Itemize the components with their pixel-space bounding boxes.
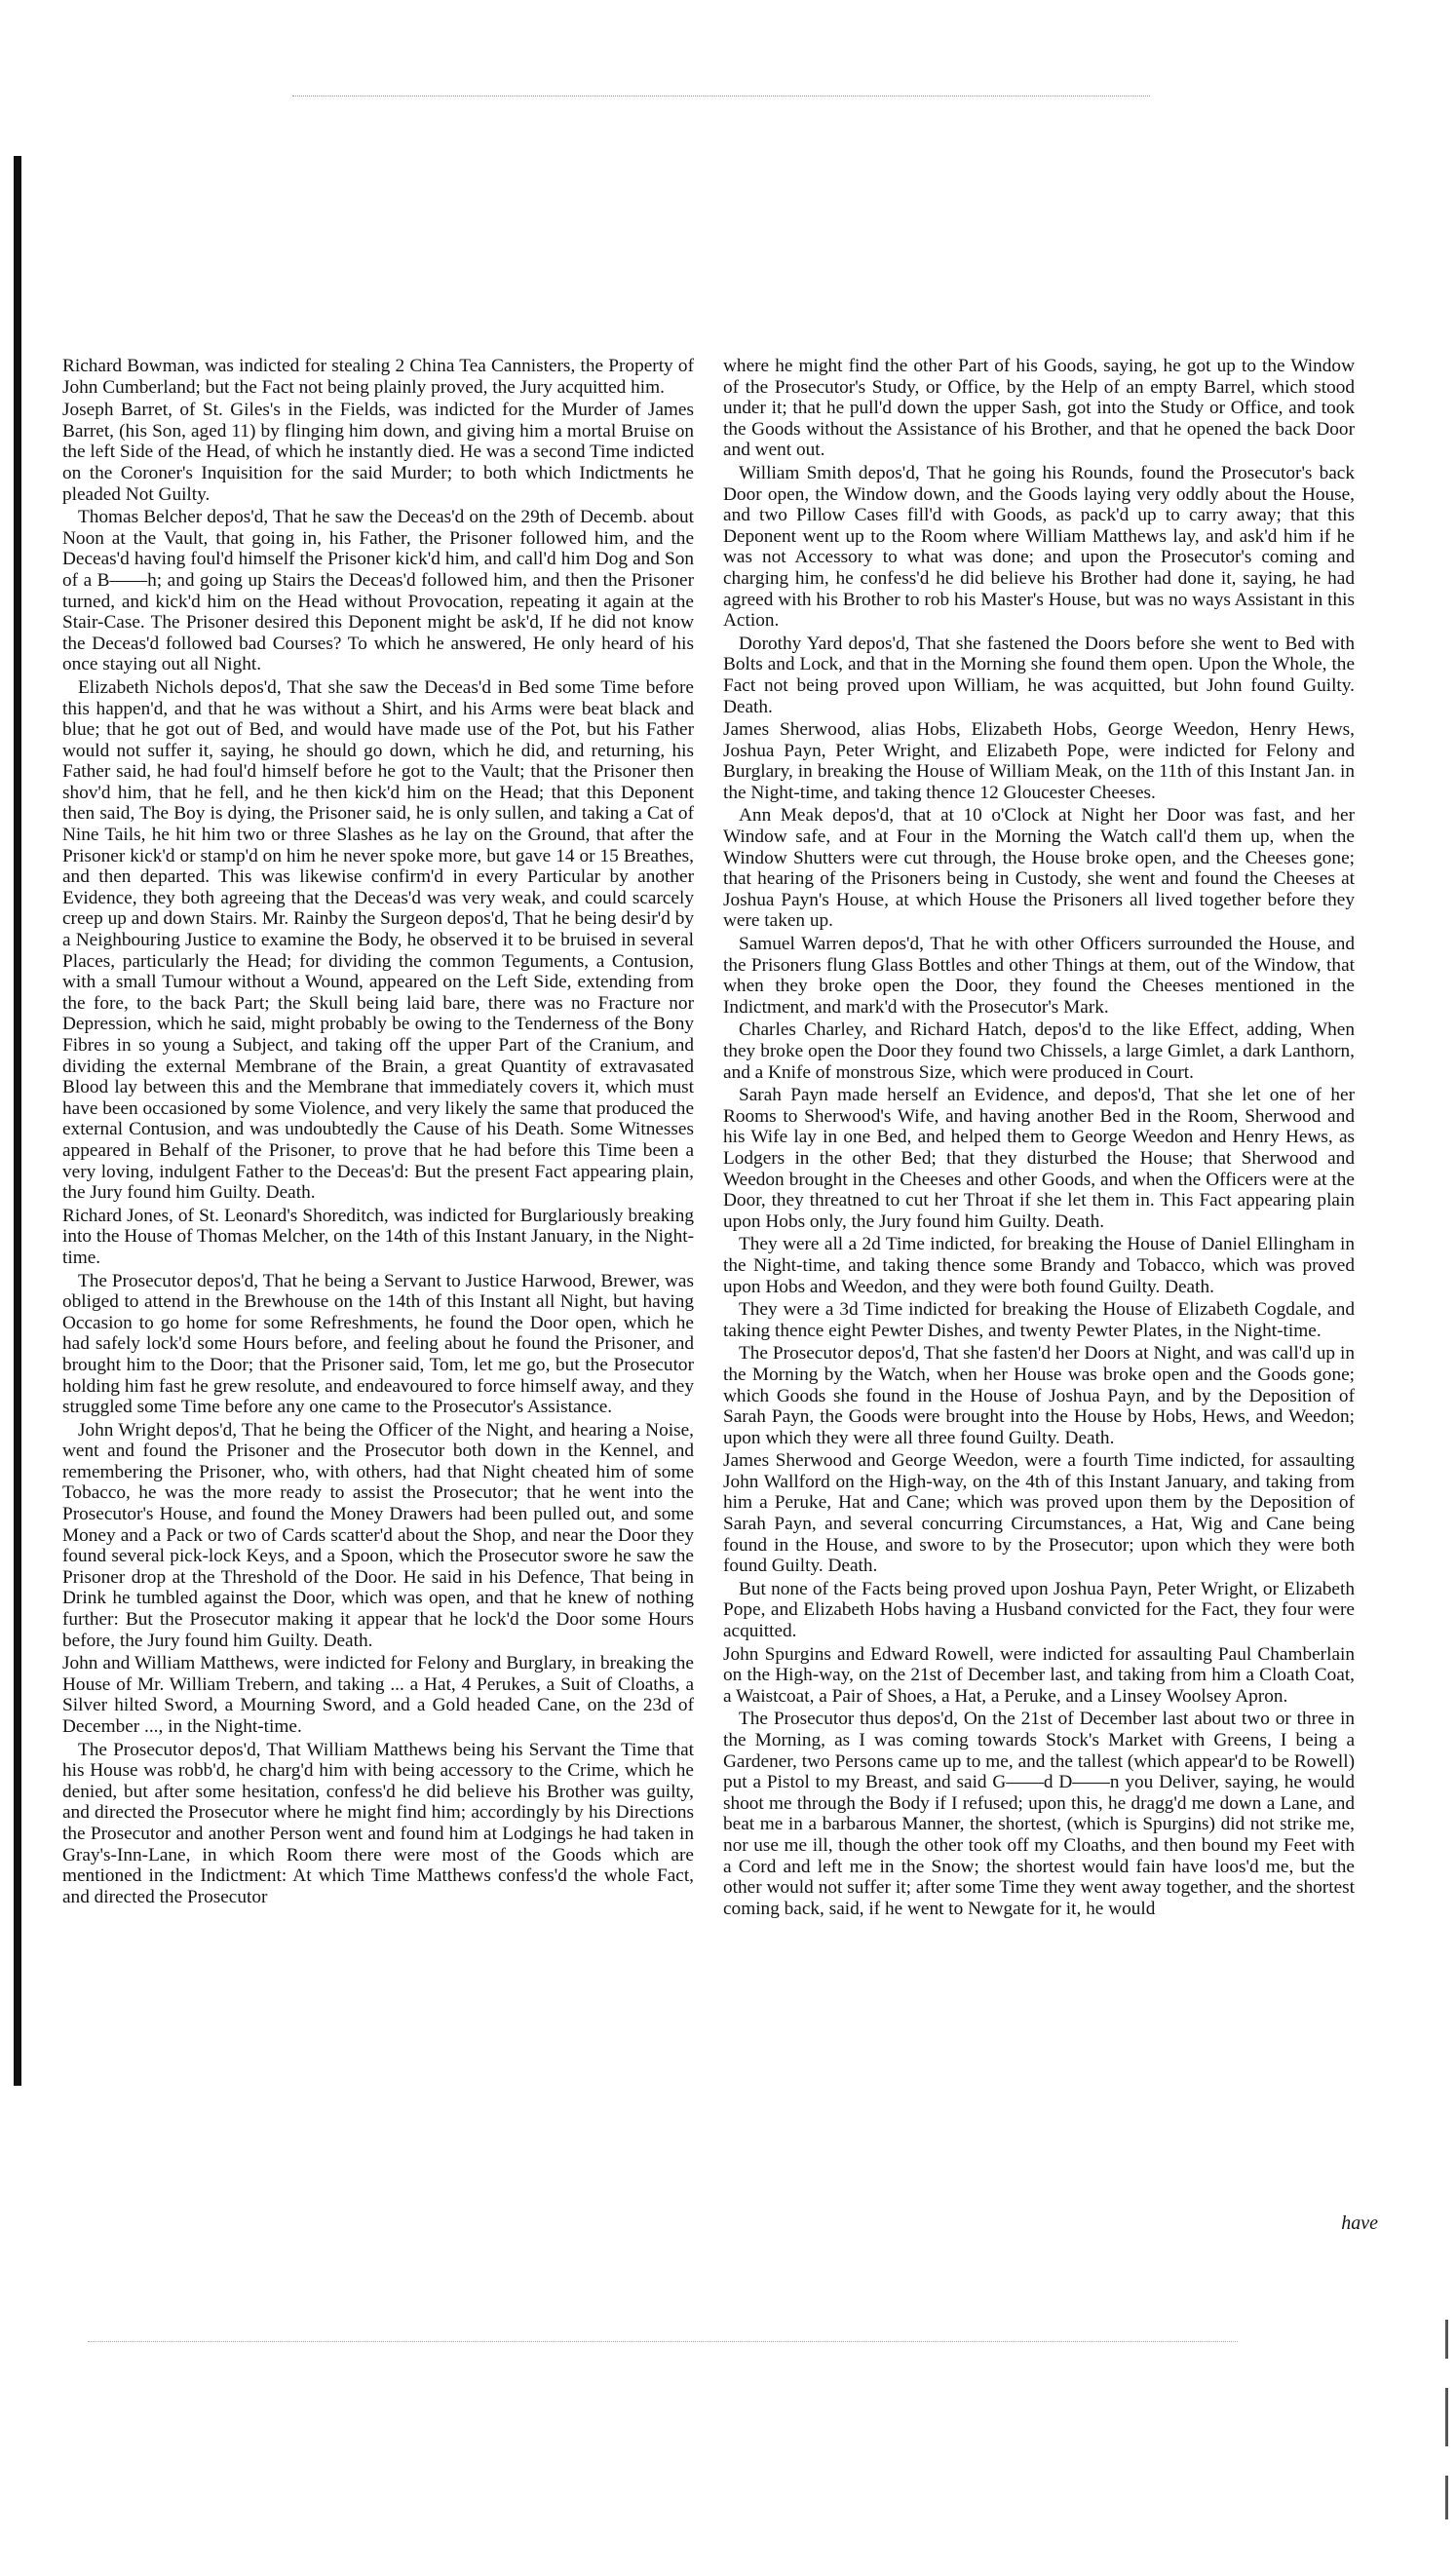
paragraph: They were all a 2d Time indicted, for breaking the House of Daniel Ellingham in the Night-time, and taking thence some Brandy and Tobacco, which was proved upon Hobs and Weedon, and they were both found Guilty. Death. — [723, 1234, 1355, 1297]
paragraph: Joseph Barret, of St. Giles's in the Fields, was indicted for the Murder of James Barret, (his Son, aged 11) by flinging him down, and giving him a mortal Bruise on the left Side of the Head, of which he instantly died. He was a second Time indicted on the Coroner's Inquisition for the said Murder; to both which Indictments he pleaded Not Guilty. — [62, 400, 694, 505]
paragraph: Richard Jones, of St. Leonard's Shoreditch, was indicted for Burglariously breaking into the House of Thomas Melcher, on the 14th of this Instant January, in the Night-time. — [62, 1205, 694, 1268]
scan-mark — [1445, 2388, 1448, 2446]
paragraph: Ann Meak depos'd, that at 10 o'Clock at Night her Door was fast, and her Window safe, and at Four in the Morning the Watch call'd them up, when the Window Shutters were cut through, the House broke open, and the Cheeses gone; that hearing of the Prisoners being in Custody, she went and found the Cheeses at Joshua Payn's House, at which House the Prisoners all lived together before they were taken up. — [723, 805, 1355, 932]
paragraph: John and William Matthews, were indicted for Felony and Burglary, in breaking the House of Mr. William Trebern, and taking ... a Hat, 4 Perukes, a Suit of Cloaths, a Silver hilted Sword, a Mourning Sword, and a Gold headed Cane, on the 23d of December ..., in the Night-time. — [62, 1653, 694, 1737]
paragraph: William Smith depos'd, That he going his Rounds, found the Prosecutor's back Door open, the Window down, and the Goods laying very oddly about the House, and two Pillow Cases fill'd with Goods, as pack'd up to carry away; that this Deponent went up to the Room where William Matthews lay, and ask'd him if he was not Accessory to what was done; and upon the Prosecutor's coming and charging him, he confess'd he did believe his Brother had done it, saying, he had agreed with his Brother to rob his Master's House, but was no ways Assistant in this Action. — [723, 462, 1355, 632]
paragraph: James Sherwood and George Weedon, were a fourth Time indicted, for assaulting John Wallford on the High-way, on the 4th of this Instant January, and taking from him a Peruke, Hat and Cane; which was proved upon them by the Deposition of Sarah Payn, and several concurring Circumstances, a Hat, Wig and Cane being found in the House, and swore to by the Prosecutor; upon which they were both found Guilty. Death. — [723, 1450, 1355, 1577]
paragraph: Thomas Belcher depos'd, That he saw the Deceas'd on the 29th of Decemb. about Noon at the Vault, that going in, his Father, the Prisoner followed him, and the Deceas'd having foul'd himself the Prisoner kick'd him, and call'd him Dog and Son of a B——h; and going up Stairs the Deceas'd followed him, and then the Prisoner turned, and kick'd him on the Head without Provocation, repeating it again at the Stair-Case. The Prisoner desired this Deponent might be ask'd, If he did not know the Deceas'd followed bad Courses? To which he answered, He only heard of his once staying out all Night. — [62, 507, 694, 675]
paragraph: The Prosecutor depos'd, That he being a Servant to Justice Harwood, Brewer, was obliged to attend in the Brewhouse on the 14th of this Instant all Night, but having Occasion to go home for some Refreshments, he found the Door open, which he had safely lock'd some Hours before, and feeling about he found the Prisoner, and brought him to the Door; that the Prisoner said, Tom, let me go, but the Prosecutor holding him fast he grew resolute, and endeavoured to force himself away, and they struggled some Time before any one came to the Prosecutor's Assistance. — [62, 1270, 694, 1418]
binding-edge-shadow — [14, 156, 21, 2086]
left-column — [62, 356, 694, 1909]
paragraph: They were a 3d Time indicted for breaking the House of Elizabeth Cogdale, and taking thence eight Pewter Dishes, and twenty Pewter Plates, in the Night-time. — [723, 1299, 1355, 1341]
paragraph: Richard Bowman, was indicted for stealing 2 China Tea Cannisters, the Property of John Cumberland; but the Fact not being plainly proved, the Jury acquitted him. — [62, 356, 694, 398]
paragraph: James Sherwood, alias Hobs, Elizabeth Hobs, George Weedon, Henry Hews, Joshua Payn, Peter Wright, and Elizabeth Pope, were indicted for Felony and Burglary, in breaking the House of William Meak, on the 11th of this Instant Jan. in the Night-time, and taking thence 12 Gloucester Cheeses. — [723, 719, 1355, 803]
paragraph: John Wright depos'd, That he being the Officer of the Night, and hearing a Noise, went and found the Prisoner and the Prosecutor both down in the Kennel, and remembering the Prisoner, who, with others, had that Night cheated him of some Tobacco, he was the more ready to assist the Prosecutor; that he went into the Prosecutor's House, and found the Money Drawers had been pulled out, and some Money and a Pack or two of Cards scatter'd about the Shop, and near the Door they found several pick-lock Keys, and a Spoon, which the Prosecutor swore he saw the Prisoner drop at the Threshold of the Door. He said in his Defence, That being in Drink he tumbled against the Door, which was open, and that he knew of nothing further: But the Prosecutor making it appear that he lock'd the Door some Hours before, the Jury found him Guilty. Death. — [62, 1419, 694, 1651]
paragraph: John Spurgins and Edward Rowell, were indicted for assaulting Paul Chamberlain on the High-way, on the 21st of December last, and taking from him a Cloath Coat, a Waistcoat, a Pair of Shoes, a Hat, a Peruke, and a Linsey Woolsey Apron. — [723, 1643, 1355, 1707]
scan-noise-top — [292, 96, 1150, 98]
catchword: have — [1341, 2212, 1378, 2234]
right-column — [723, 356, 1355, 1921]
paragraph: where he might find the other Part of his Goods, saying, he got up to the Window of the Prosecutor's Study, or Office, by the Help of an empty Barrel, which stood under it; that he pull'd down the upper Sash, got into the Study or Office, and took the Goods without the Assistance of his Brother, and that he opened the back Door and went out. — [723, 356, 1355, 461]
paragraph: The Prosecutor depos'd, That she fasten'd her Doors at Night, and was call'd up in the Morning by the Watch, when her House was broke open and the Goods gone; which Goods she found in the House of Joshua Payn, and by the Deposition of Sarah Payn, the Goods were brought into the House by Hobs, Hews, and Weedon; upon which they were all three found Guilty. Death. — [723, 1343, 1355, 1448]
paragraph: But none of the Facts being proved upon Joshua Payn, Peter Wright, or Elizabeth Pope, and Elizabeth Hobs having a Husband convicted for the Fact, they four were acquitted. — [723, 1578, 1355, 1642]
paragraph: Dorothy Yard depos'd, That she fastened the Doors before she went to Bed with Bolts and Lock, and that in the Morning she found them open. Upon the Whole, the Fact not being proved upon William, he was acquitted, but John found Guilty. Death. — [723, 633, 1355, 717]
scan-mark — [1445, 2476, 1448, 2519]
paragraph: Elizabeth Nichols depos'd, That she saw the Deceas'd in Bed some Time before this happen'd, and that he was without a Shirt, and his Arms were beat black and blue; that he got out of Bed, and would have made use of the Pot, but his Father would not suffer it, saying, he should go down, which he did, and returning, his Father said, he had foul'd himself before he got to the Vault; that the Prisoner then shov'd him, that he fell, and he then kick'd him on the Head; that this Deponent then said, The Boy is dying, the Prisoner said, he is only sullen, and taking a Cat of Nine Tails, he hit him two or three Slashes as he lay on the Ground, that after the Prisoner kick'd or stamp'd on him he never spoke more, but gave 14 or 15 Breathes, and then departed. This was likewise confirm'd in every Particular by another Evidence, they both agreeing that the Deceas'd was very weak, and could scarcely creep up and down Stairs. Mr. Rainby the Surgeon depos'd, That he being desir'd by a Neighbouring Justice to examine the Body, he observed it to be bruised in several Places, particularly the Head; for dividing the common Teguments, a Contusion, with a small Tumour without a Wound, appeared on the Left Side, extending from the fore, to the back Part; the Skull being laid bare, there was no Fracture nor Depression, which he said, might probably be owing to the Tenderness of the Bony Fibres in so young a Subject, and taking off the upper Part of the Cranium, and dividing the external Membrane of the Brain, a great Quantity of extravasated Blood lay between this and the Membrane that immediately covers it, which must have been occasioned by some Violence, and very likely the same that produced the external Contusion, and was undoubtedly the Cause of his Death. Some Witnesses appeared in Behalf of the Prisoner, to prove that he had before this Time been a very loving, indulgent Father to the Deceas'd: But the present Fact appearing plain, the Jury found him Guilty. Death. — [62, 676, 694, 1204]
paragraph: The Prosecutor thus depos'd, On the 21st of December last about two or three in the Morning, as I was coming towards Stock's Market with Greens, I being a Gardener, two Persons came up to me, and the tallest (which appear'd to be Rowell) put a Pistol to my Breast, and said G——d D——n you Deliver, saying, he would shoot me through the Body if I refused; upon this, he dragg'd me down a Lane, and beat me in a barbarous Manner, the shortest, (which is Spurgins) did not strike me, nor use me ill, though the other took off my Cloaths, and then bound my Feet with a Cord and left me in the Snow; the shortest would fain have loos'd me, but the other would not suffer it; after some Time they went away together, and the shortest coming back, said, if he went to Newgate for it, he would — [723, 1709, 1355, 1919]
paragraph: Sarah Payn made herself an Evidence, and depos'd, That she let one of her Rooms to Sherwood's Wife, and having another Bed in the Room, Sherwood and his Wife lay in one Bed, and helped them to George Weedon and Henry Hews, as Lodgers in the other Bed; that they disturbed the House; that Sherwood and Weedon brought in the Cheeses and other Goods, and when the Officers were at the Door, they threatned to cut her Throat if she let them in. This Fact appearing plain upon Hobs only, the Jury found him Guilty. Death. — [723, 1085, 1355, 1232]
paragraph: The Prosecutor depos'd, That William Matthews being his Servant the Time that his House was robb'd, he charg'd him with being accessory to the Crime, which he denied, but after some hesitation, confess'd he did believe his Brother was guilty, and directed the Prosecutor where he might find him; accordingly by his Directions the Prosecutor and another Person went and found him at Lodgings he had taken in Gray's-Inn-Lane, in which Room there were most of the Goods which are mentioned in the Indictment: At which Time Matthews confess'd the whole Fact, and directed the Prosecutor — [62, 1739, 694, 1907]
scan-noise-bottom — [88, 2341, 1238, 2344]
paragraph: Samuel Warren depos'd, That he with other Officers surrounded the House, and the Prisoners flung Glass Bottles and other Things at them, out of the Window, that when they broke open the Door, they found the Cheeses mentioned in the Indictment, and mark'd with the Prosecutor's Mark. — [723, 934, 1355, 1018]
scan-mark — [1445, 2320, 1448, 2359]
paragraph: Charles Charley, and Richard Hatch, depos'd to the like Effect, adding, When they broke open the Door they found two Chissels, a large Gimlet, a dark Lanthorn, and a Knife of monstrous Size, which were produced in Court. — [723, 1019, 1355, 1083]
